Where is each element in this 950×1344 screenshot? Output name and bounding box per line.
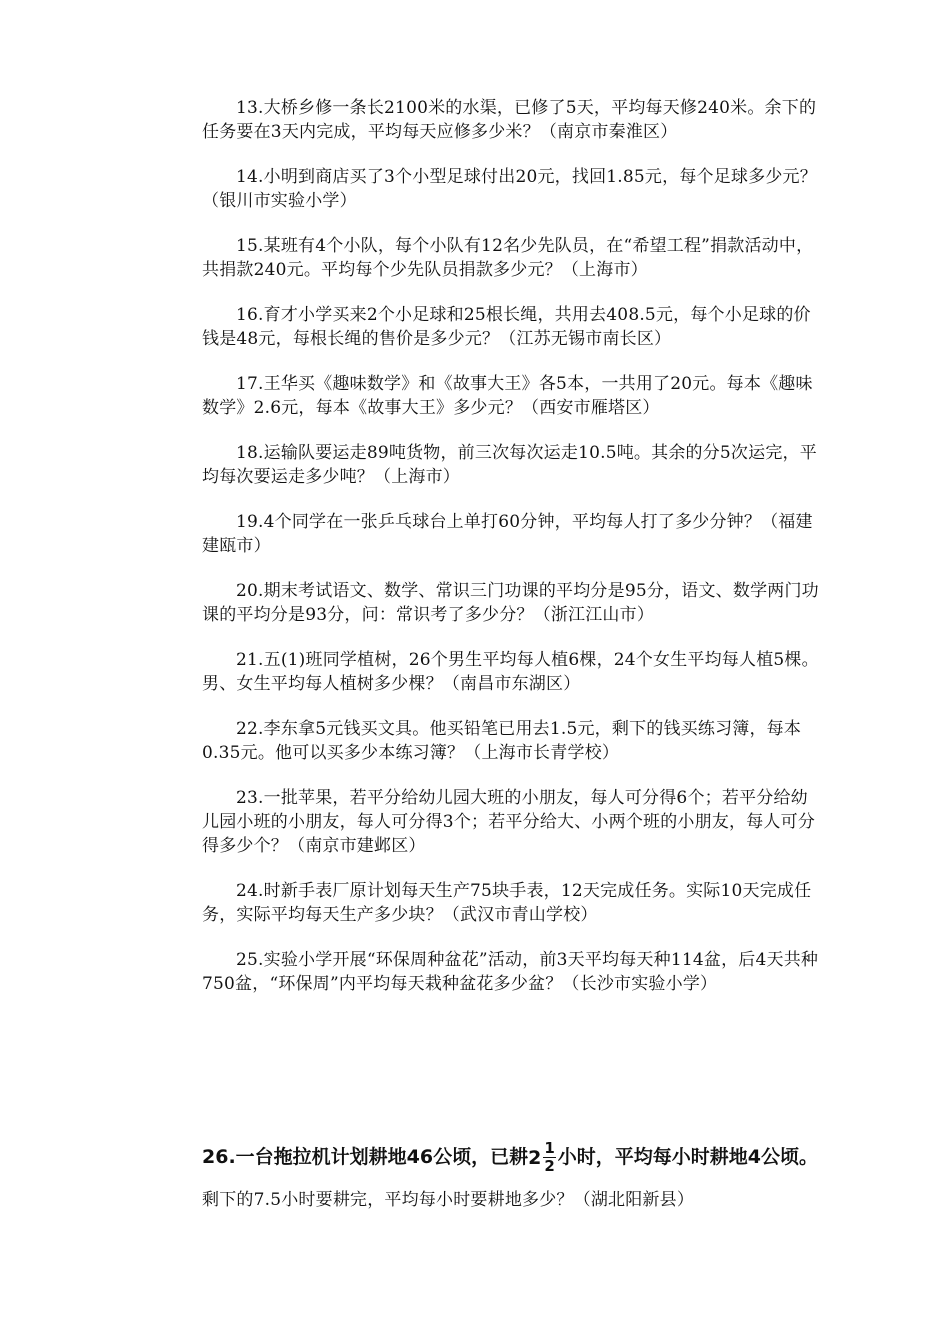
problem-26-line-2: 剩下的7.5小时要耕完，平均每小时要耕地多少？（湖北阳新县） [202,1190,695,1210]
problem-17: 17.王华买《趣味数学》和《故事大王》各5本，一共用了20元。每本《趣味数学》2.6元，每本《故事大王》多少元？（西安市雁塔区） [202,374,813,418]
problem-19: 19.4个同学在一张乒乓球台上单打60分钟，平均每人打了多少分钟？（福建建瓯市） [202,512,813,556]
problem-18: 18.运输队要运走89吨货物，前三次每次运走10.5吨。其余的分5次运完，平均每次要运走多少吨？（上海市） [202,443,817,487]
mixed-number-whole: 2 [528,1146,542,1169]
problem-26-text-before: 26.一台拖拉机计划耕地46公顷，已耕 [202,1146,529,1168]
fraction-denominator: 2 [544,1157,555,1175]
problem-13: 13.大桥乡修一条长2100米的水渠，已修了5天，平均每天修240米。余下的任务要在3天内完成，平均每天应修多少米？（南京市秦淮区） [202,98,817,142]
problem-25: 25.实验小学开展“环保周种盆花”活动，前3天平均每天种114盆，后4天共种750盆，“环保周”内平均每天栽种盆花多少盆？（长沙市实验小学） [202,950,819,994]
problem-14: 14.小明到商店买了3个小型足球付出20元，找回1.85元，每个足球多少元？（银川市实验小学） [202,167,817,211]
problem-26 [202,1132,822,1212]
problem-24: 24.时新手表厂原计划每天生产75块手表，12天完成任务。实际10天完成任务，实际平均每天生产多少块？（武汉市青山学校） [202,881,812,925]
problem-20: 20.期末考试语文、数学、常识三门功课的平均分是95分，语文、数学两门功课的平均分是93分，问：常识考了多少分？（浙江江山市） [202,581,819,625]
problem-22: 22.李东拿5元钱买文具。他买铅笔已用去1.5元，剩下的钱买练习簿，每本0.35元。他可以买多少本练习簿？（上海市长青学校） [202,719,802,763]
problem-21: 21.五(1)班同学植树，26个男生平均每人植6棵，24个女生平均每人植5棵。男、女生平均每人植树多少棵？（南昌市东湖区） [202,650,819,694]
problem-15: 15.某班有4个小队，每个小队有12名少先队员，在“希望工程”捐款活动中，共捐款240元。平均每个少先队员捐款多少元？（上海市） [202,236,814,280]
problem-26-line-1 [202,1132,822,1182]
problem-16: 16.育才小学买来2个小足球和25根长绳，共用去408.5元，每个小足球的价钱是48元，每根长绳的售价是多少元？（江苏无锡市南长区） [202,305,811,349]
fraction [543,1140,555,1175]
problem-list [202,96,822,1017]
fraction-numerator: 1 [544,1139,555,1157]
problem-26-text-after: 小时，平均每小时耕地4公顷。 [557,1146,819,1168]
problem-23: 23.一批苹果，若平分给幼儿园大班的小朋友，每人可分得6个；若平分给幼儿园小班的小朋友，每人可分得3个；若平分给大、小两个班的小朋友，每人可分得多少个？（南京市建邺区） [202,788,816,856]
